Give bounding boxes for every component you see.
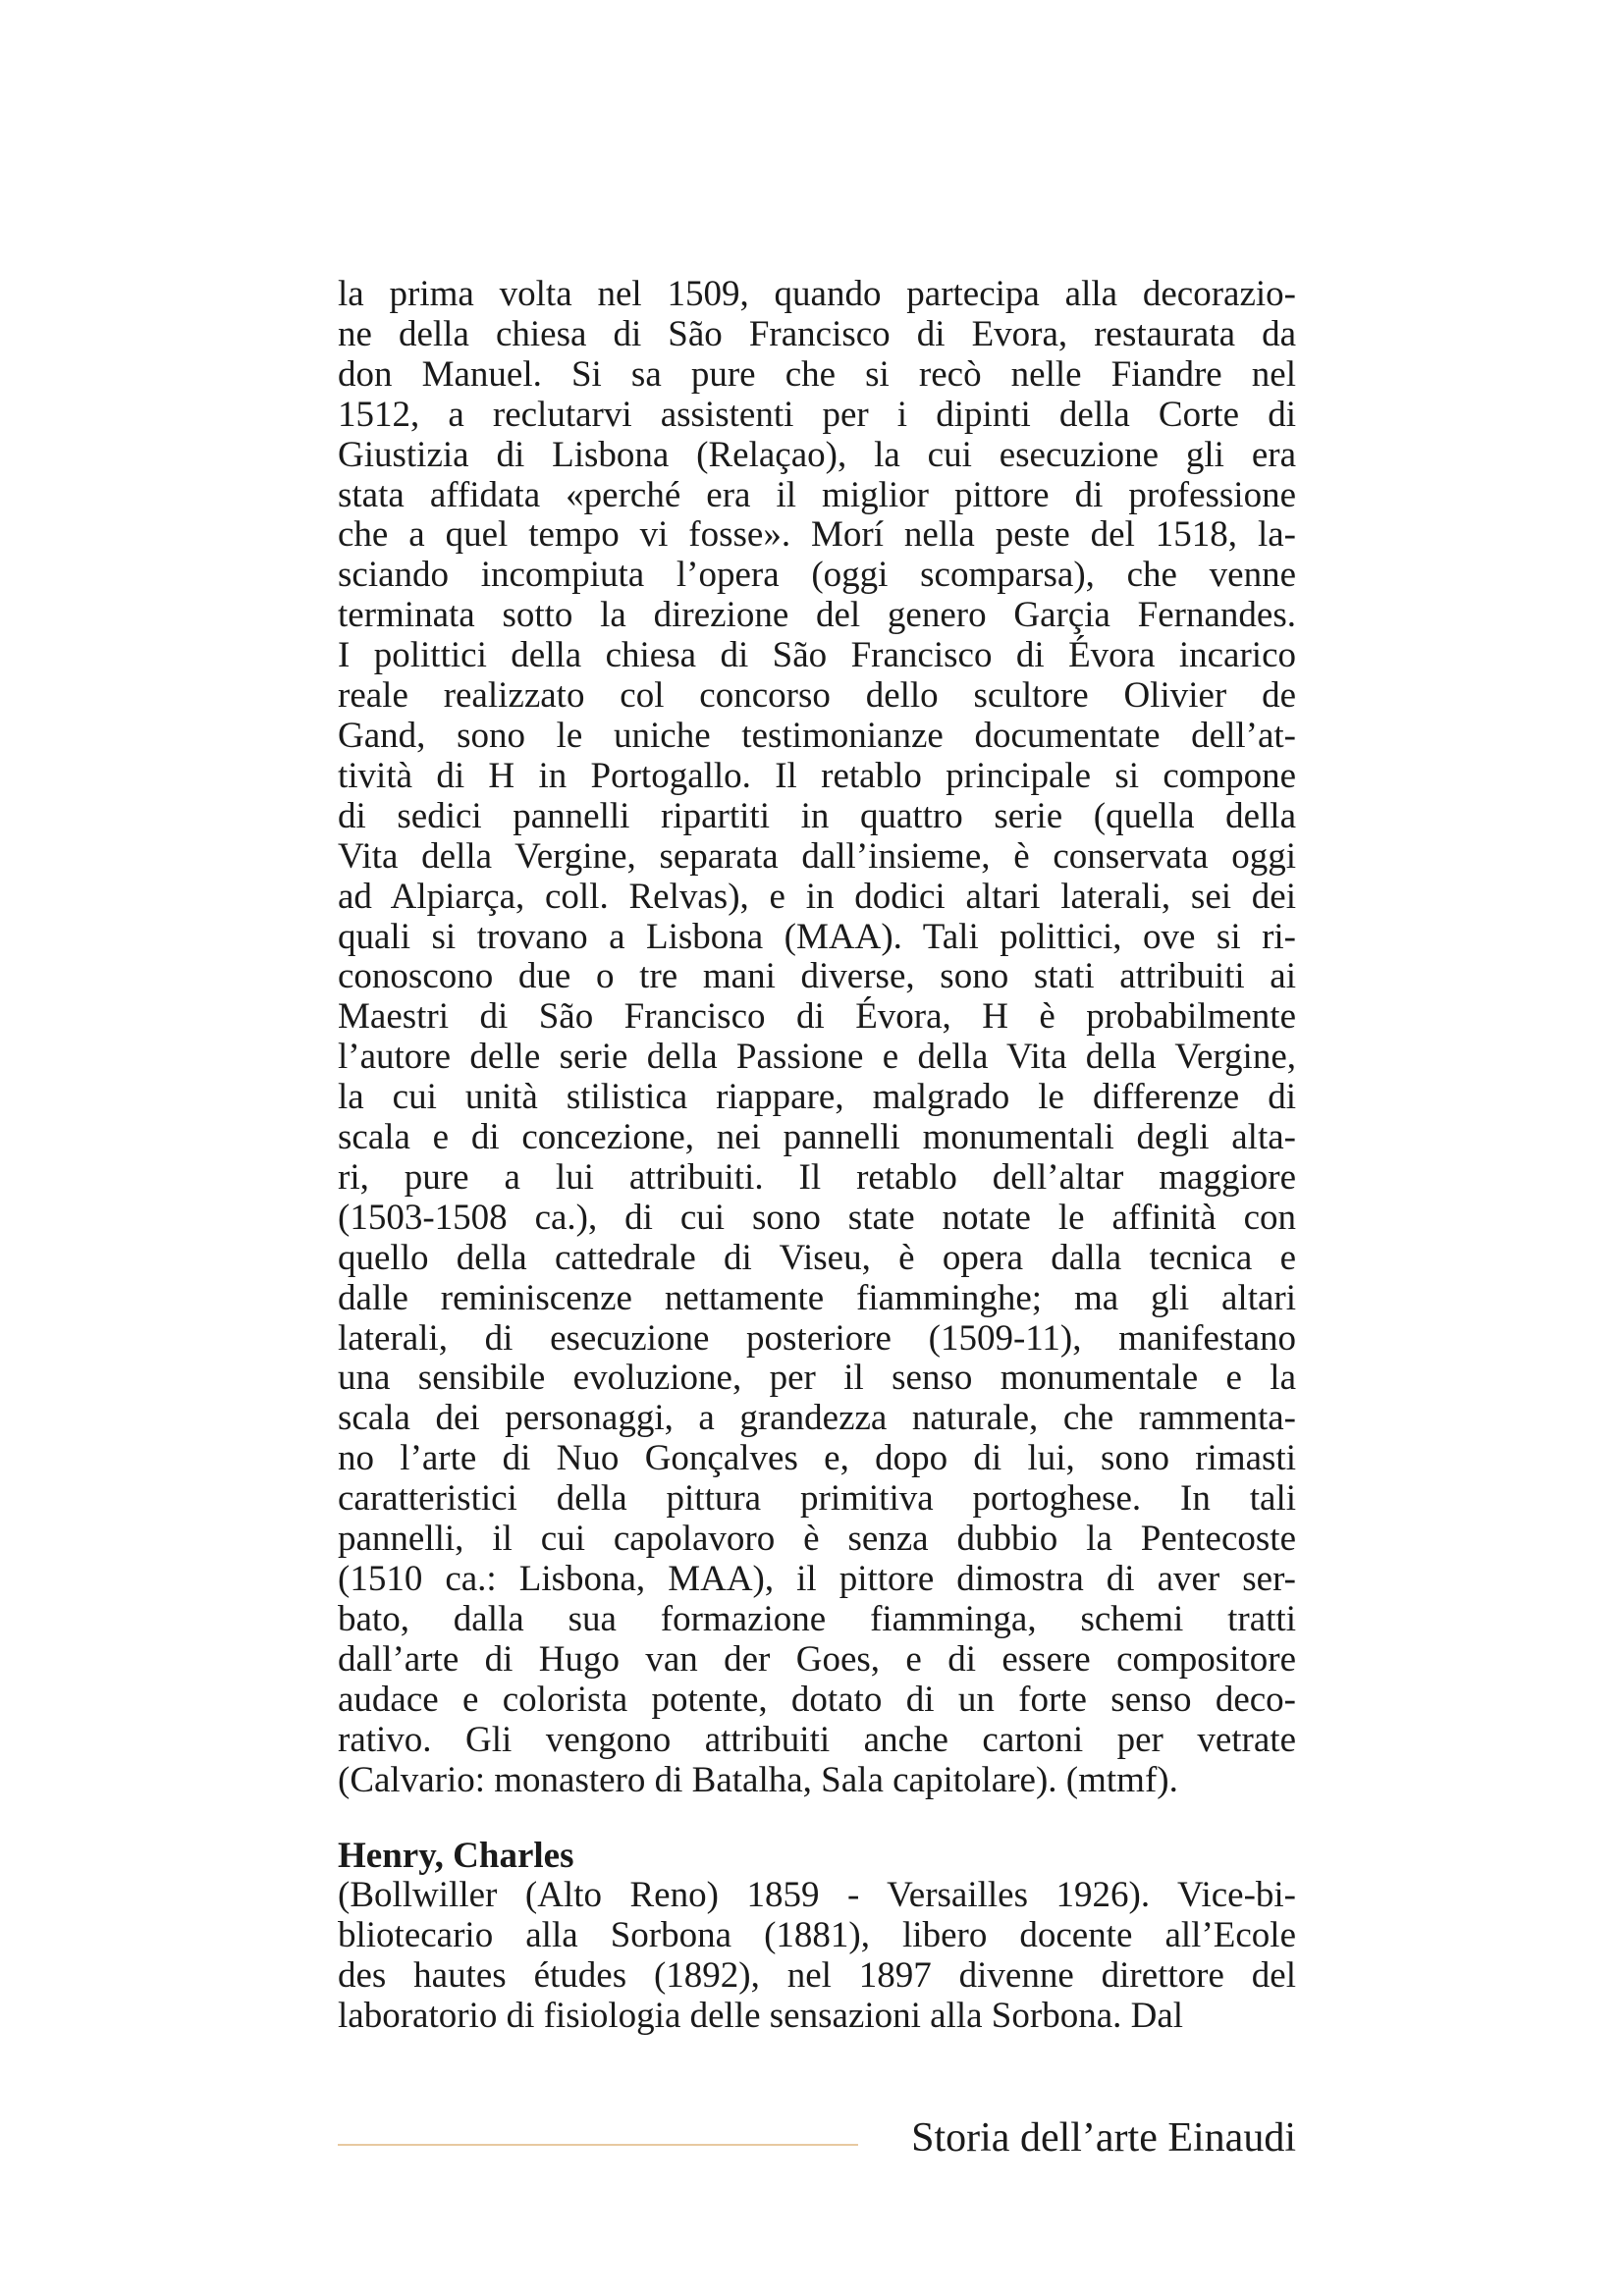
main-entry-line: reale realizzato col concorso dello scultore Olivier de bbox=[338, 675, 1296, 717]
main-entry-line: Giustizia di Lisbona (Relaçao), la cui esecuzione gli era bbox=[338, 434, 1296, 475]
next-entry-line: laboratorio di fisiologia delle sensazioni alla Sorbona. Dal bbox=[338, 1996, 1184, 2037]
page-content bbox=[338, 275, 1296, 2037]
main-entry-line: Gand, sono le uniche testimonianze documentate dell’at- bbox=[338, 715, 1296, 756]
main-entry-line: una sensibile evoluzione, per il senso monumentale e la bbox=[338, 1358, 1296, 1399]
main-entry-line: (Calvario: monastero di Batalha, Sala capitolare). (mtmf). bbox=[338, 1759, 1178, 1800]
main-entry-line: don Manuel. Si sa pure che si recò nelle Fiandre nel bbox=[338, 353, 1296, 395]
main-entry-line: rativo. Gli vengono attribuiti anche cartoni per vetrate bbox=[338, 1719, 1296, 1760]
main-entry-line: laterali, di esecuzione posteriore (1509-11), manifestano bbox=[338, 1317, 1296, 1359]
main-entry-line: scala e di concezione, nei pannelli monumentali degli alta- bbox=[338, 1117, 1296, 1158]
main-entry-line: dall’arte di Hugo van der Goes, e di essere compositore bbox=[338, 1638, 1296, 1680]
main-entry-line: audace e colorista potente, dotato di un forte senso deco- bbox=[338, 1679, 1296, 1720]
main-entry-line: Maestri di São Francisco di Évora, H è probabilmente bbox=[338, 996, 1296, 1038]
main-entry-line: la prima volta nel 1509, quando partecipa alla decorazio- bbox=[338, 274, 1296, 314]
main-entry-line: sciando incompiuta l’opera (oggi scomparsa), che venne bbox=[338, 555, 1296, 596]
next-entry-line: bliotecario alla Sorbona (1881), libero docente all’Ecole bbox=[338, 1915, 1296, 1956]
next-entry-text bbox=[338, 1876, 1296, 2037]
main-entry-line: ad Alpiarça, coll. Relvas), e in dodici altari laterali, sei dei bbox=[338, 876, 1296, 917]
main-entry-line: (1503-1508 ca.), di cui sono state notate le affinità con bbox=[338, 1197, 1296, 1238]
main-entry-line: no l’arte di Nuo Gonçalves e, dopo di lui, sono rimasti bbox=[338, 1438, 1296, 1479]
main-entry-line: (1510 ca.: Lisbona, MAA), il pittore dimostra di aver ser- bbox=[338, 1559, 1296, 1599]
main-entry-line: che a quel tempo vi fosse». Morí nella peste del 1518, la- bbox=[338, 514, 1296, 556]
main-entry-line: dalle reminiscenze nettamente fiamminghe; ma gli altari bbox=[338, 1277, 1296, 1318]
main-entry-line: l’autore delle serie della Passione e della Vita della Vergine, bbox=[338, 1037, 1296, 1078]
main-entry-line: di sedici pannelli ripartiti in quattro serie (quella della bbox=[338, 795, 1296, 836]
main-entry-line: conoscono due o tre mani diverse, sono stati attribuiti ai bbox=[338, 956, 1296, 997]
main-entry-line: ri, pure a lui attribuiti. Il retablo dell’altar maggiore bbox=[338, 1156, 1296, 1198]
main-entry-line: quali si trovano a Lisbona (MAA). Tali polittici, ove si ri- bbox=[338, 916, 1296, 957]
main-entry-line: stata affidata «perché era il miglior pittore di professione bbox=[338, 474, 1296, 515]
entry-heading: Henry, Charles bbox=[338, 1836, 574, 1877]
main-entry-text bbox=[338, 275, 1296, 1800]
main-entry-line: terminata sotto la direzione del genero Garçia Fernandes. bbox=[338, 595, 1296, 636]
main-entry-line: tività di H in Portogallo. Il retablo principale si compone bbox=[338, 755, 1296, 796]
main-entry-line: la cui unità stilistica riappare, malgrado le differenze di bbox=[338, 1077, 1296, 1118]
footer-divider bbox=[338, 2144, 858, 2146]
main-entry-line: I polittici della chiesa di São Francisco di Évora incarico bbox=[338, 635, 1296, 676]
footer-title: Storia dell’arte Einaudi bbox=[911, 2115, 1296, 2161]
page-footer bbox=[338, 2109, 1296, 2167]
next-entry-line: des hautes études (1892), nel 1897 divenne direttore del bbox=[338, 1955, 1296, 1997]
main-entry-line: Vita della Vergine, separata dall’insieme, è conservata oggi bbox=[338, 835, 1296, 877]
main-entry-line: ne della chiesa di São Francisco di Evora, restaurata da bbox=[338, 313, 1296, 354]
main-entry-line: 1512, a reclutarvi assistenti per i dipinti della Corte di bbox=[338, 394, 1296, 435]
main-entry-line: scala dei personaggi, a grandezza naturale, che rammenta- bbox=[338, 1398, 1296, 1439]
main-entry-line: pannelli, il cui capolavoro è senza dubbio la Pentecoste bbox=[338, 1519, 1296, 1560]
main-entry-line: quello della cattedrale di Viseu, è opera dalla tecnica e bbox=[338, 1237, 1296, 1278]
main-entry-line: bato, dalla sua formazione fiamminga, schemi tratti bbox=[338, 1598, 1296, 1639]
next-entry-line: (Bollwiller (Alto Reno) 1859 - Versailles 1926). Vice-bi- bbox=[338, 1875, 1296, 1916]
main-entry-line: caratteristici della pittura primitiva portoghese. In tali bbox=[338, 1478, 1296, 1520]
